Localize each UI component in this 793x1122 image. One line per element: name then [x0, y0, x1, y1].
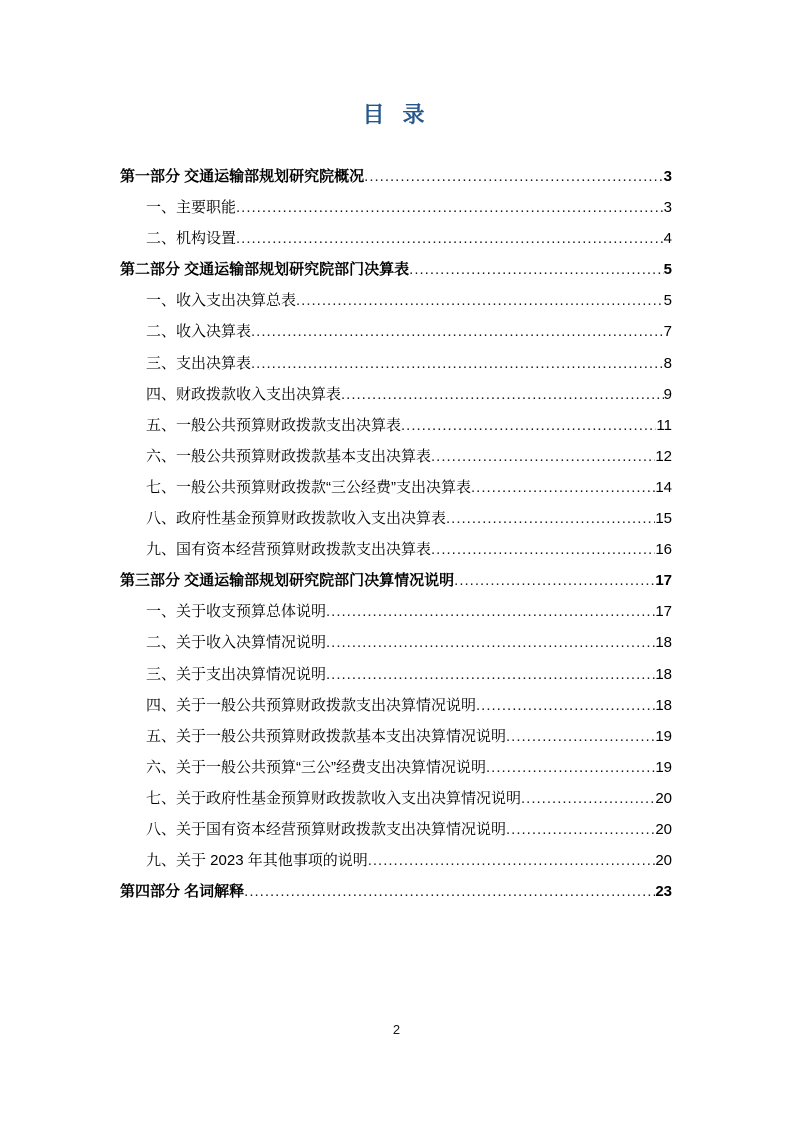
toc-entry[interactable]	[120, 223, 672, 254]
toc-entry[interactable]	[120, 472, 672, 503]
toc-entry-label: 二、机构设置	[146, 230, 237, 248]
toc-entry-page: 23	[655, 883, 672, 901]
toc-entry-label: 八、关于国有资本经营预算财政拨款支出决算情况说明	[146, 820, 507, 838]
dot-leader	[476, 690, 655, 721]
dot-leader	[364, 161, 663, 192]
toc-entry-label: 四、财政拨款收入支出决算表	[146, 385, 342, 403]
toc-entry-label: 第一部分 交通运输部规划研究院概况	[120, 168, 365, 185]
toc-entry[interactable]	[120, 845, 672, 876]
toc-entry[interactable]	[120, 534, 672, 565]
toc-entry-page: 18	[655, 634, 672, 652]
toc-entry[interactable]	[120, 379, 672, 410]
dot-leader	[409, 254, 663, 285]
toc-entry-page: 15	[655, 510, 672, 528]
dot-leader	[236, 192, 664, 223]
toc-entry-page: 4	[663, 230, 672, 248]
dot-leader	[296, 285, 664, 316]
dot-leader	[251, 316, 664, 347]
dot-leader	[431, 534, 655, 565]
toc-entry-label: 第三部分 交通运输部规划研究院部门决算情况说明	[120, 572, 455, 590]
toc-entry[interactable]	[120, 627, 672, 658]
toc-entry[interactable]	[120, 721, 672, 752]
toc-entry-page: 17	[655, 603, 672, 621]
toc-entry-label: 五、关于一般公共预算财政拨款基本支出决算情况说明	[146, 727, 507, 745]
toc-entry-label: 一、关于收支预算总体说明	[146, 603, 327, 621]
toc-entry-label: 二、收入决算表	[146, 323, 252, 341]
toc-entry[interactable]	[120, 814, 672, 845]
toc-entry-label: 七、关于政府性基金预算财政拨款收入支出决算情况说明	[146, 789, 522, 807]
toc-entry-page: 18	[655, 696, 672, 714]
toc-entry[interactable]	[120, 348, 672, 379]
toc-entry-page: 16	[655, 541, 672, 559]
toc-entry-label: 九、国有资本经营预算财政拨款支出决算表	[146, 541, 432, 559]
toc-entry-page: 18	[655, 665, 672, 683]
dot-leader	[326, 659, 655, 690]
dot-leader	[471, 472, 655, 503]
toc-entry-page: 3	[663, 168, 672, 185]
toc-entry-label: 第二部分 交通运输部规划研究院部门决算表	[120, 261, 410, 279]
toc-entry-label: 一、收入支出决算总表	[146, 292, 297, 310]
dot-leader	[341, 379, 664, 410]
dot-leader	[401, 410, 656, 441]
toc-entry-page: 20	[655, 820, 672, 838]
dot-leader	[251, 348, 664, 379]
dot-leader	[446, 503, 655, 534]
toc-entry-label: 九、关于 2023 年其他事项的说明	[146, 852, 368, 870]
toc-entry-page: 20	[655, 852, 672, 870]
toc-entry[interactable]	[120, 659, 672, 690]
dot-leader	[326, 627, 655, 658]
dot-leader	[431, 441, 655, 472]
toc-entry[interactable]	[120, 316, 672, 347]
toc-entry-label: 五、一般公共预算财政拨款支出决算表	[146, 416, 402, 434]
toc-entry-page: 20	[655, 789, 672, 807]
toc-entry[interactable]	[120, 285, 672, 316]
toc-entry-label: 二、关于收入决算情况说明	[146, 634, 327, 652]
toc-entry-page: 5	[663, 261, 672, 279]
toc-entry-page: 8	[663, 354, 672, 372]
toc-entry[interactable]	[120, 410, 672, 441]
toc-entry-label: 六、一般公共预算财政拨款基本支出决算表	[146, 447, 432, 465]
toc-entry-label: 八、政府性基金预算财政拨款收入支出决算表	[146, 510, 447, 528]
toc-entry-page: 17	[655, 572, 672, 590]
dot-leader	[326, 596, 655, 627]
toc-entry-label: 三、支出决算表	[146, 354, 252, 372]
dot-leader	[236, 223, 664, 254]
toc-entry[interactable]	[120, 752, 672, 783]
dot-leader	[244, 876, 655, 907]
toc-entry[interactable]	[120, 783, 672, 814]
toc-entry-page: 12	[655, 447, 672, 465]
toc-entry[interactable]	[120, 565, 672, 596]
toc-entry-page: 19	[655, 727, 672, 745]
dot-leader	[521, 783, 655, 814]
toc-entry[interactable]	[120, 254, 672, 285]
toc-entry-page: 14	[655, 478, 672, 496]
toc-entry-page: 19	[655, 758, 672, 776]
toc-list	[0, 161, 793, 907]
toc-entry[interactable]	[120, 441, 672, 472]
page-title: 目 录	[362, 102, 431, 127]
dot-leader	[368, 845, 656, 876]
dot-leader	[486, 752, 655, 783]
toc-entry-label: 一、主要职能	[146, 199, 237, 217]
toc-entry-page: 9	[663, 385, 672, 403]
toc-entry-page: 7	[663, 323, 672, 341]
dot-leader	[506, 814, 655, 845]
toc-entry-label: 七、一般公共预算财政拨款“三公经费”支出决算表	[146, 478, 471, 496]
dot-leader	[454, 565, 655, 596]
toc-entry-label: 四、关于一般公共预算财政拨款支出决算情况说明	[146, 696, 477, 714]
page-number: 2	[392, 1022, 401, 1037]
toc-entry[interactable]	[120, 192, 672, 223]
toc-entry-page: 3	[663, 199, 672, 217]
toc-entry-label: 三、关于支出决算情况说明	[146, 665, 327, 683]
toc-entry[interactable]	[120, 690, 672, 721]
toc-entry[interactable]	[120, 876, 672, 907]
toc-entry-label: 第四部分 名词解释	[120, 883, 245, 901]
toc-entry-page: 5	[663, 292, 672, 310]
dot-leader	[506, 721, 655, 752]
toc-entry[interactable]	[120, 161, 672, 192]
toc-entry[interactable]	[120, 596, 672, 627]
toc-entry-label: 六、关于一般公共预算“三公”经费支出决算情况说明	[146, 758, 486, 776]
toc-entry[interactable]	[120, 503, 672, 534]
toc-entry-page: 11	[656, 416, 672, 434]
